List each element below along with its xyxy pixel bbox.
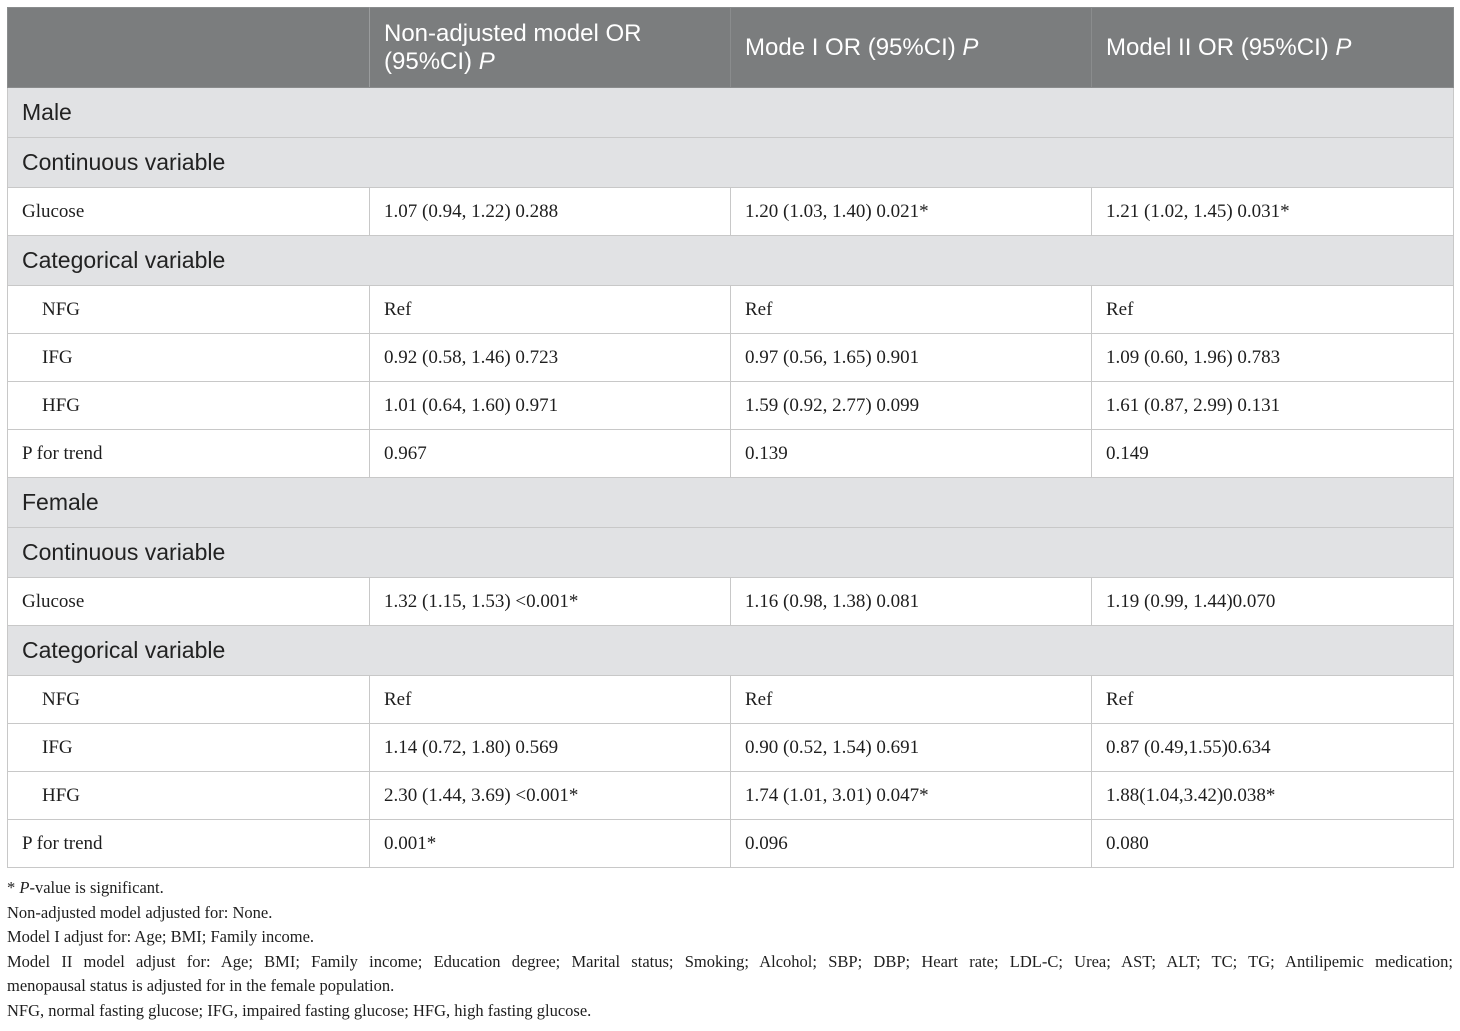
header-model-i xyxy=(731,8,1092,88)
cell-value: 1.16 (0.98, 1.38) 0.081 xyxy=(731,578,1092,626)
section-row-female xyxy=(8,478,1454,528)
cell-value: 1.61 (0.87, 2.99) 0.131 xyxy=(1092,382,1454,430)
row-label: P for trend xyxy=(8,820,370,868)
footnote-model-i: Model I adjust for: Age; BMI; Family income. xyxy=(7,927,315,946)
table-header-row xyxy=(8,8,1454,88)
cell-value: 0.90 (0.52, 1.54) 0.691 xyxy=(731,724,1092,772)
cell-value: 1.20 (1.03, 1.40) 0.021* xyxy=(731,188,1092,236)
row-label: IFG xyxy=(8,724,370,772)
subsection-row-continuous xyxy=(8,528,1454,578)
table-row xyxy=(8,382,1454,430)
table-row xyxy=(8,430,1454,478)
header-p: P xyxy=(962,33,979,61)
cell-value: 0.149 xyxy=(1092,430,1454,478)
cell-value: 1.19 (0.99, 1.44)0.070 xyxy=(1092,578,1454,626)
cell-value: Ref xyxy=(370,286,731,334)
subsection-row-continuous xyxy=(8,138,1454,188)
cell-value: 1.88(1.04,3.42)0.038* xyxy=(1092,772,1454,820)
cell-value: 0.97 (0.56, 1.65) 0.901 xyxy=(731,334,1092,382)
row-label: IFG xyxy=(8,334,370,382)
table-row xyxy=(8,188,1454,236)
odds-ratio-table xyxy=(7,7,1454,868)
cell-value: 0.080 xyxy=(1092,820,1454,868)
cell-value: 1.01 (0.64, 1.60) 0.971 xyxy=(370,382,731,430)
cell-value: 0.87 (0.49,1.55)0.634 xyxy=(1092,724,1454,772)
section-title: Male xyxy=(8,88,1454,138)
row-label: NFG xyxy=(8,676,370,724)
cell-value: 0.096 xyxy=(731,820,1092,868)
table-row xyxy=(8,724,1454,772)
footnote-abbreviations: NFG, normal fasting glucose; IFG, impaired fasting glucose; HFG, high fasting glucose. xyxy=(7,1000,592,1020)
header-text: Non-adjusted model OR (95%CI) xyxy=(384,19,642,75)
row-label: Glucose xyxy=(8,578,370,626)
subsection-title: Categorical variable xyxy=(8,236,1454,286)
footnote-asterisk: * xyxy=(7,878,20,897)
cell-value: 0.001* xyxy=(370,820,731,868)
cell-value: Ref xyxy=(1092,286,1454,334)
table-row xyxy=(8,820,1454,868)
results-table-container xyxy=(7,7,1453,868)
cell-value: 2.30 (1.44, 3.69) <0.001* xyxy=(370,772,731,820)
cell-value: Ref xyxy=(1092,676,1454,724)
row-label: HFG xyxy=(8,772,370,820)
cell-value: 1.59 (0.92, 2.77) 0.099 xyxy=(731,382,1092,430)
footnote-p: P xyxy=(19,878,30,897)
header-p: P xyxy=(478,47,495,75)
cell-value: Ref xyxy=(731,676,1092,724)
row-label: NFG xyxy=(8,286,370,334)
table-row xyxy=(8,772,1454,820)
cell-value: 1.14 (0.72, 1.80) 0.569 xyxy=(370,724,731,772)
section-row-male xyxy=(8,88,1454,138)
section-title: Female xyxy=(8,478,1454,528)
footnote-significance xyxy=(7,876,1453,901)
cell-value: 1.07 (0.94, 1.22) 0.288 xyxy=(370,188,731,236)
table-row xyxy=(8,286,1454,334)
cell-value: Ref xyxy=(731,286,1092,334)
footnote-non-adjusted: Non-adjusted model adjusted for: None. xyxy=(7,902,273,922)
row-label: Glucose xyxy=(8,188,370,236)
header-non-adjusted-model xyxy=(370,8,731,88)
footnote-model-ii-continued: menopausal status is adjusted for in the female population. xyxy=(7,976,395,995)
subsection-row-categorical xyxy=(8,236,1454,286)
row-label: HFG xyxy=(8,382,370,430)
table-footnotes xyxy=(7,876,1453,1023)
footnote-text: -value is significant. xyxy=(29,878,164,897)
cell-value: 1.09 (0.60, 1.96) 0.783 xyxy=(1092,334,1454,382)
table-row xyxy=(8,676,1454,724)
header-text: Model II OR (95%CI) xyxy=(1106,33,1336,61)
header-p: P xyxy=(1335,33,1352,61)
row-label: P for trend xyxy=(8,430,370,478)
subsection-title: Categorical variable xyxy=(8,626,1454,676)
cell-value: 1.74 (1.01, 3.01) 0.047* xyxy=(731,772,1092,820)
cell-value: Ref xyxy=(370,676,731,724)
cell-value: 0.139 xyxy=(731,430,1092,478)
subsection-row-categorical xyxy=(8,626,1454,676)
subsection-title: Continuous variable xyxy=(8,528,1454,578)
cell-value: 0.967 xyxy=(370,430,731,478)
header-model-ii xyxy=(1092,8,1454,88)
cell-value: 1.21 (1.02, 1.45) 0.031* xyxy=(1092,188,1454,236)
footnote-model-ii: Model II model adjust for: Age; BMI; Family income; Education degree; Marital status; Smoking; Alcohol; SBP; DBP; Heart rate; LDL-C; Urea; AST; ALT; TC; TG; Antilipemic medication; xyxy=(7,951,1453,971)
cell-value: 1.32 (1.15, 1.53) <0.001* xyxy=(370,578,731,626)
table-row xyxy=(8,578,1454,626)
header-text: Mode I OR (95%CI) xyxy=(745,33,963,61)
table-row xyxy=(8,334,1454,382)
header-empty-cell xyxy=(8,8,370,88)
subsection-title: Continuous variable xyxy=(8,138,1454,188)
cell-value: 0.92 (0.58, 1.46) 0.723 xyxy=(370,334,731,382)
